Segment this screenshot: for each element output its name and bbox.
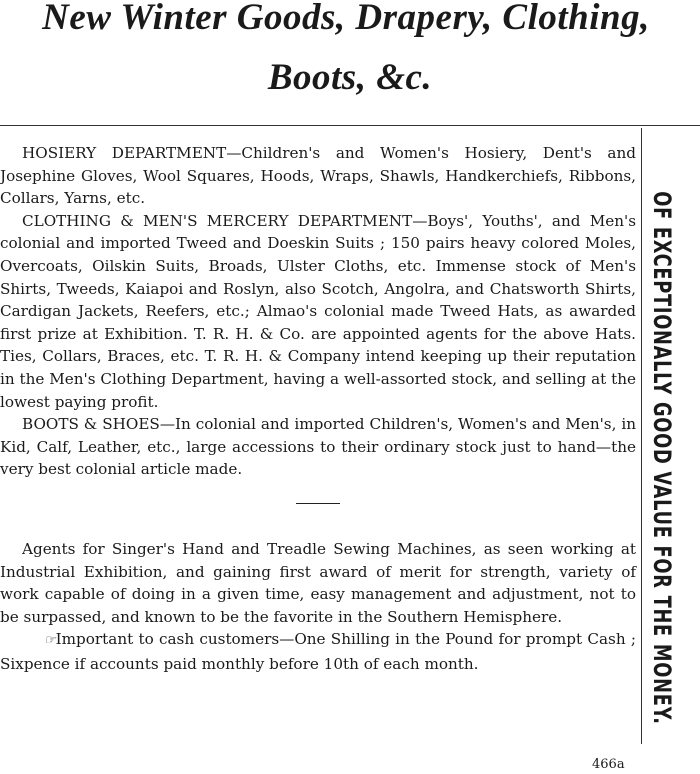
- heading-line-2: Boots, &c.: [267, 57, 433, 98]
- column-rule: [641, 128, 642, 744]
- notice-text: Important to cash customers—One Shilling in the Pound for prompt Cash ; Sixpence if accounts paid monthly before 10th of each month.: [0, 630, 636, 673]
- pointing-hand-icon: ☞: [44, 633, 55, 649]
- boots-paragraph: BOOTS & SHOES—In colonial and imported Children's, Women's and Men's, in Kid, Calf, Leather, etc., large accessions to their ordinary stock just to hand—the very best colonial article made.: [0, 415, 636, 479]
- body-column: [0, 142, 636, 675]
- clothing-paragraph: CLOTHING & MEN'S MERCERY DEPARTMENT—Boys', Youths', and Men's colonial and imported Tweed and Doeskin Suits ; 150 pairs heavy colored Moles, Overcoats, Oilskin Suits, Broads, Ulster Cloths, etc. Immense stock of Men's Shirts, Tweeds, Kaiapoi and Roslyn, also Scotch, Angolra, and Chatsworth Shirts, Cardigan Jackets, Reefers, etc.; Almao's colonial made Tweed Hats, as awarded first prize at Exhibition. T. R. H. & Co. are appointed agents for the above Hats. Ties, Collars, Braces, etc. T. R. H. & Company intend keeping up their reputation in the Men's Clothing Department, having a well-assorted stock, and selling at the lowest paying profit.: [0, 211, 636, 411]
- heading-line-1: New Winter Goods, Drapery, Clothing,: [42, 0, 650, 38]
- section-divider: [296, 503, 340, 504]
- hosiery-paragraph: HOSIERY DEPARTMENT—Children's and Women's Hosiery, Dent's and Josephine Gloves, Wool Squares, Hoods, Wraps, Shawls, Handkerchiefs, Ribbons, Collars, Yarns, etc.: [0, 144, 636, 208]
- top-rule: [0, 125, 700, 126]
- agents-paragraph: Agents for Singer's Hand and Treadle Sewing Machines, as seen working at Industrial Exhibition, and gaining first award of merit for strength, variety of work capable of doing in a given time, easy management and adjustment, not to be surpassed, and known to be the favorite in the Southern Hemisphere.: [0, 539, 636, 626]
- side-banner: OF EXCEPTIONALLY GOOD VALUE FOR THE MONEY.: [648, 191, 676, 725]
- reference-code: 466a: [592, 757, 625, 772]
- notice-paragraph: [0, 628, 636, 675]
